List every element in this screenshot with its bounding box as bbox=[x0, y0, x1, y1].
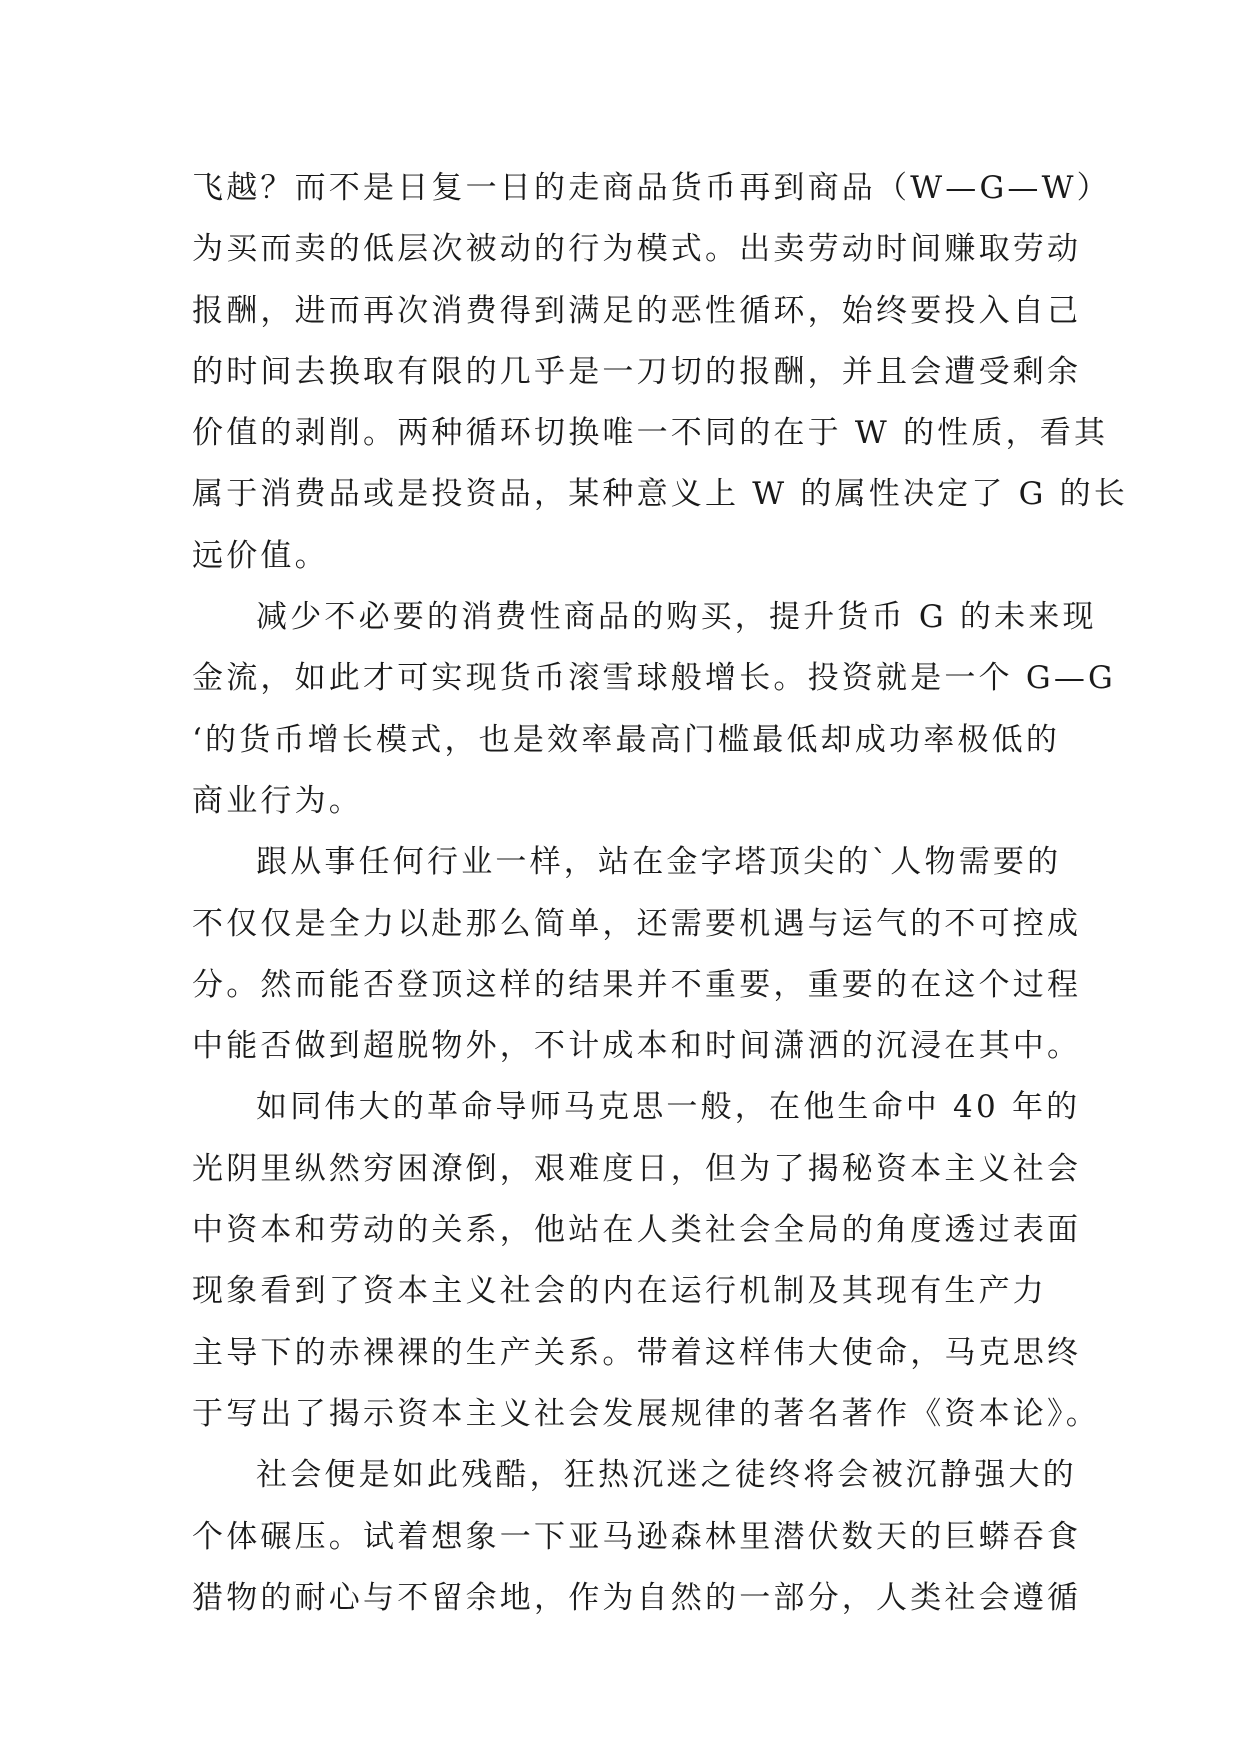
paragraph-2 bbox=[192, 587, 1116, 832]
text-line: 如同伟大的革命导师马克思一般，在他生命中 40 年的 bbox=[256, 1089, 1081, 1126]
text-line: 主导下的赤裸裸的生产关系。带着这样伟大使命，马克思终 bbox=[192, 1334, 1082, 1371]
paragraph-4 bbox=[192, 1077, 1100, 1445]
text-line: 光阴里纵然穷困潦倒，艰难度日，但为了揭秘资本主义社会 bbox=[192, 1150, 1082, 1187]
text-line: 价值的剥削。两种循环切换唯一不同的在于 W 的性质，看其 bbox=[192, 415, 1109, 452]
text-line: 分。然而能否登顶这样的结果并不重要，重要的在这个过程 bbox=[192, 966, 1082, 1003]
text-line: 中资本和劳动的关系，他站在人类社会全局的角度透过表面 bbox=[192, 1212, 1082, 1249]
text-line: 个体碾压。试着想象一下亚马逊森林里潜伏数天的巨蟒吞食 bbox=[192, 1518, 1082, 1555]
text-line: 商业行为。 bbox=[192, 782, 363, 819]
text-line: 现象看到了资本主义社会的内在运行机制及其现有生产力 bbox=[192, 1273, 1047, 1310]
text-line: 减少不必要的消费性商品的购买，提升货币 G 的未来现 bbox=[256, 599, 1097, 636]
text-line: 中能否做到超脱物外，不计成本和时间潇洒的沉浸在其中。 bbox=[192, 1028, 1082, 1065]
body-text bbox=[192, 158, 1129, 1629]
text-line: 猎物的耐心与不留余地，作为自然的一部分，人类社会遵循 bbox=[192, 1579, 1082, 1616]
text-line: 社会便是如此残酷，狂热沉迷之徒终将会被沉静强大的 bbox=[256, 1457, 1077, 1494]
text-line: 不仅仅是全力以赴那么简单，还需要机遇与运气的不可控成 bbox=[192, 905, 1082, 942]
text-line: 报酬，进而再次消费得到满足的恶性循环，始终要投入自己 bbox=[192, 292, 1082, 329]
text-line: 跟从事任何行业一样，站在金字塔顶尖的`人物需要的 bbox=[256, 844, 1062, 881]
paragraph-1 bbox=[192, 158, 1129, 587]
text-line: 于写出了揭示资本主义社会发展规律的著名著作《资本论》。 bbox=[192, 1395, 1100, 1432]
text-line: ‘的货币增长模式，也是效率最高门槛最低却成功率极低的 bbox=[192, 721, 1061, 758]
text-line: 的时间去换取有限的几乎是一刀切的报酬，并且会遭受剩余 bbox=[192, 353, 1082, 390]
paragraph-3 bbox=[192, 832, 1082, 1077]
text-line: 属于消费品或是投资品，某种意义上 W 的属性决定了 G 的长 bbox=[192, 476, 1129, 513]
paragraph-5 bbox=[192, 1445, 1082, 1629]
text-line: 金流，如此才可实现货币滚雪球般增长。投资就是一个 G—G bbox=[192, 660, 1116, 697]
text-line: 飞越？而不是日复一日的走商品货币再到商品（W—G—W） bbox=[192, 170, 1111, 206]
text-line: 为买而卖的低层次被动的行为模式。出卖劳动时间赚取劳动 bbox=[192, 231, 1082, 268]
text-line: 远价值。 bbox=[192, 537, 329, 574]
